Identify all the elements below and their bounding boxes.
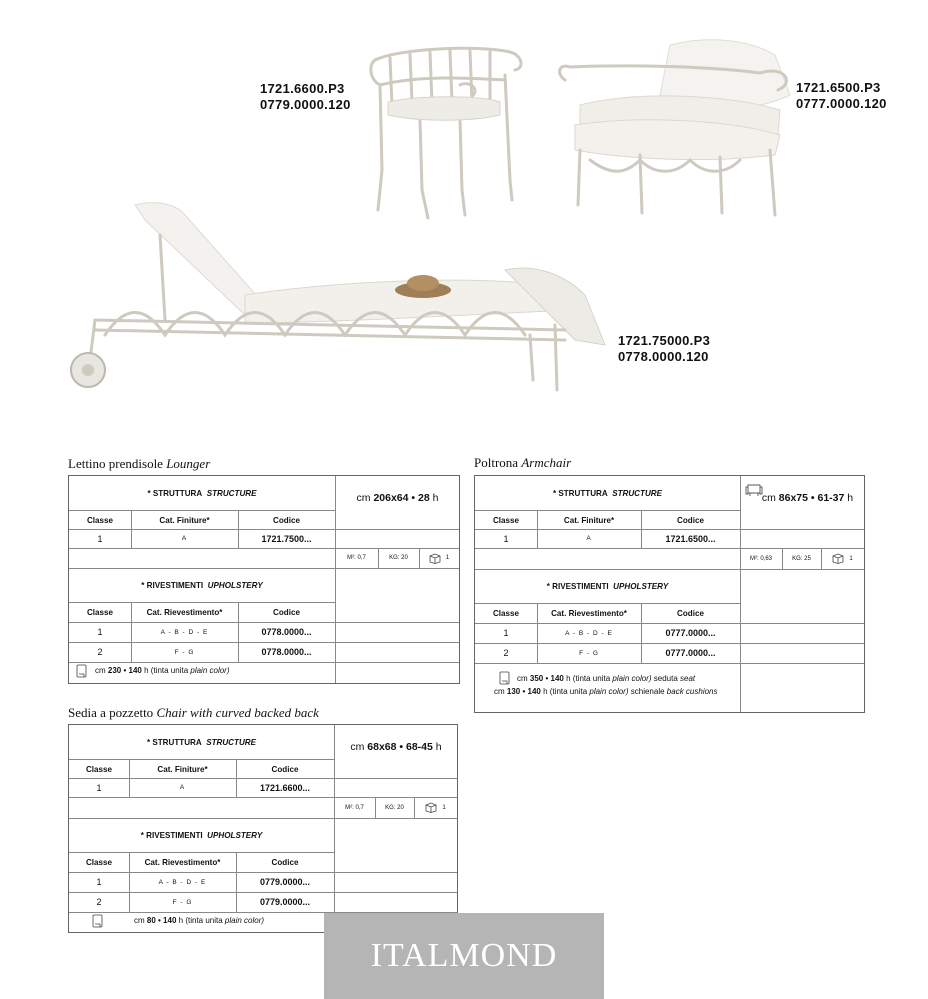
box-icon [429, 553, 441, 564]
armchair-kg: KG: 25 [792, 555, 811, 562]
lounger-uph-row1-codice: 0778.0000... [261, 627, 312, 637]
chair-col-codice: Codice [271, 763, 299, 774]
armchair-uph-col-codice: Codice [677, 608, 704, 618]
chair-pieces: 1 [414, 797, 457, 818]
lounger-title: Lettino prendisole Lounger [68, 456, 211, 471]
lounger-uph-row1-cat: A - B - D - E [160, 628, 209, 636]
lounger-uph-col-rivestimento: Cat. Rievestimento* [146, 607, 223, 617]
box-icon [425, 802, 437, 813]
chair-row-finiture: A [179, 784, 186, 791]
lounger-row-codice: 1721.7500... [261, 533, 312, 544]
chair-image [360, 40, 530, 220]
fabric-roll-icon [499, 671, 511, 686]
armchair-col-finiture: Cat. Finiture* [563, 514, 615, 525]
armchair-upholstery-code: 0777.0000.120 [796, 96, 887, 111]
armchair-uph-row1-codice: 0777.0000... [665, 628, 716, 638]
lounger-uph-col-codice: Codice [273, 607, 300, 617]
armchair-rivestimenti-header: * RIVESTIMENTI UPHOLSTERY [546, 581, 669, 591]
armchair-struttura-header: * STRUTTURA STRUCTURE [552, 488, 663, 498]
lounger-col-codice: Codice [273, 514, 300, 525]
chair-uph-row2-codice: 0779.0000... [259, 897, 311, 907]
armchair-dimensions: cm 86x75 • 61-37 h [761, 492, 854, 504]
chair-uph-col-rivestimento: Cat. Rievestimento* [144, 857, 221, 867]
lounger-structure-code: 1721.75000.P3 [618, 333, 711, 348]
lounger-uph-row2-classe: 2 [97, 647, 103, 657]
armchair-fabric-note-back: cm 130 • 140 h (tinta unita plain color) schienale back cushions [494, 687, 718, 696]
chair-title: Sedia a pozzetto Chair with curved backed back [68, 705, 319, 720]
chair-rivestimenti-header: * RIVESTIMENTI UPHOLSTERY [140, 830, 263, 840]
lounger-spec-table [68, 475, 460, 684]
armchair-uph-col-classe: Classe [492, 608, 520, 618]
lounger-image [65, 195, 610, 395]
chair-col-finiture: Cat. Finiture* [157, 763, 208, 774]
lounger-upholstery-code: 0778.0000.120 [618, 349, 709, 364]
lounger-struttura-header: * STRUTTURA STRUCTURE [147, 488, 257, 498]
lounger-uph-row2-cat: F - G [174, 648, 195, 656]
chair-uph-row2-classe: 2 [96, 897, 102, 907]
lounger-rivestimenti-header: * RIVESTIMENTI UPHOLSTERY [141, 580, 263, 590]
lounger-fabric-note: cm 230 • 140 h (tinta unita plain color) [95, 666, 230, 675]
armchair-codes [796, 80, 887, 112]
brand-logo [324, 913, 604, 999]
chair-upholstery-code: 0779.0000.120 [260, 97, 351, 112]
chair-mq: M²: 0,7 [345, 804, 364, 811]
chair-kg: KG: 20 [385, 804, 404, 811]
armchair-col-codice: Codice [677, 514, 704, 525]
lounger-uph-col-classe: Classe [86, 607, 114, 617]
chair-row-classe: 1 [96, 782, 102, 793]
chair-struttura-header: * STRUTTURA STRUCTURE [146, 737, 257, 747]
fabric-roll-icon [76, 664, 88, 679]
fabric-roll-icon [92, 914, 104, 929]
chair-col-classe: Classe [85, 763, 113, 774]
chair-uph-row1-cat: A - B - D - E [158, 878, 207, 886]
lounger-col-finiture: Cat. Finiture* [159, 514, 210, 525]
armchair-mq: M²: 0,63 [749, 555, 772, 562]
lounger-mq: M²: 0,7 [347, 555, 366, 561]
chair-uph-row2-cat: F - G [172, 898, 193, 906]
armchair-structure-code: 1721.6500.P3 [796, 80, 881, 95]
armchair-uph-row1-classe: 1 [503, 628, 509, 638]
armchair-row-codice: 1721.6500... [665, 533, 716, 544]
armchair-uph-row1-cat: A - B - D - E [565, 629, 613, 637]
lounger-kg: KG: 20 [389, 555, 408, 561]
lounger-uph-row1-classe: 1 [97, 627, 103, 637]
armchair-col-classe: Classe [492, 514, 520, 525]
lounger-pieces: 1 [419, 548, 459, 568]
chair-uph-col-classe: Classe [85, 857, 113, 867]
armchair-uph-row2-classe: 2 [503, 648, 509, 658]
chair-codes [260, 81, 351, 113]
chair-fabric-note: cm 80 • 140 h (tinta unita plain color) [134, 916, 265, 925]
chair-uph-col-codice: Codice [271, 857, 299, 867]
brand-logo-text: ITALMOND [370, 937, 558, 974]
armchair-pieces: 1 [821, 548, 864, 569]
chair-row-codice: 1721.6600... [259, 782, 311, 793]
lounger-uph-row2-codice: 0778.0000... [261, 647, 312, 657]
armchair-uph-row2-cat: F - G [579, 649, 599, 657]
armchair-uph-col-rivestimento: Cat. Rievestimento* [551, 608, 627, 618]
armchair-uph-row2-codice: 0777.0000... [665, 648, 716, 658]
lounger-dimensions: cm 206x64 • 28 h [356, 492, 439, 504]
lounger-row-classe: 1 [97, 533, 103, 544]
box-icon [832, 553, 844, 564]
armchair-row-classe: 1 [503, 533, 509, 544]
chair-uph-row1-classe: 1 [96, 877, 102, 887]
chair-uph-row1-codice: 0779.0000... [259, 877, 311, 887]
armchair-row-finiture: A [586, 535, 592, 542]
chair-structure-code: 1721.6600.P3 [260, 81, 345, 96]
lounger-col-classe: Classe [86, 514, 114, 525]
lounger-codes [618, 333, 710, 365]
armchair-fabric-note-seat: cm 350 • 140 h (tinta unita plain color) seduta seat [517, 674, 696, 683]
chair-dimensions: cm 68x68 • 68-45 h [350, 741, 442, 753]
lounger-row-finiture: A [181, 535, 188, 542]
chair-spec-table [68, 724, 458, 933]
armchair-title: Poltrona Armchair [474, 455, 572, 470]
armchair-spec-table [474, 475, 865, 713]
